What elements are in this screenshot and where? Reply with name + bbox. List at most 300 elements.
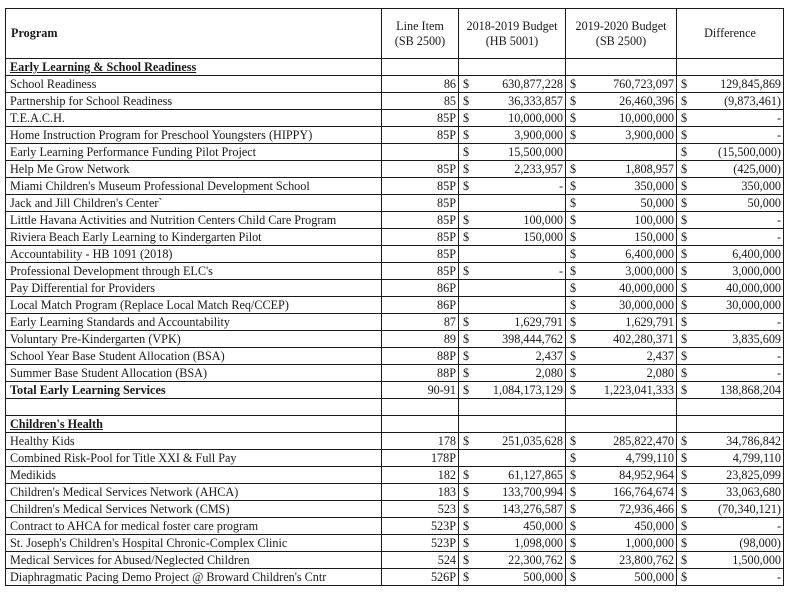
difference-content	[681, 450, 781, 466]
budget-2019-2020-content	[570, 212, 674, 228]
line-item: 524	[382, 552, 459, 569]
budget-2019-2020-value: 30,000,000	[619, 298, 674, 312]
budget-2019-2020	[566, 297, 677, 314]
dollar-sign: $	[681, 570, 688, 584]
budget-2018-2019-value: 3,900,000	[514, 128, 563, 142]
budget-2019-2020-value: 450,000	[634, 519, 674, 533]
budget-2019-2020-value: 1,629,791	[625, 315, 674, 329]
budget-2019-2020	[566, 178, 677, 195]
line-item: 182	[382, 467, 459, 484]
table-row	[6, 161, 784, 178]
dollar-sign: $	[681, 77, 688, 91]
dollar-sign: $	[570, 468, 577, 482]
line-item: 85P	[382, 178, 459, 195]
difference-content	[681, 569, 781, 585]
dollar-sign: $	[570, 230, 577, 244]
dollar-sign: $	[681, 247, 688, 261]
program-name: Partnership for School Readiness	[6, 93, 382, 110]
difference-content	[681, 501, 781, 517]
budget-2018-2019	[459, 382, 566, 399]
difference	[677, 127, 784, 144]
budget-2019-2020-value: 26,460,396	[619, 94, 674, 108]
line-item: 183	[382, 484, 459, 501]
dollar-sign: $	[463, 468, 470, 482]
budget-2019-2020	[566, 450, 677, 467]
line-item: 90-91	[382, 382, 459, 399]
budget-2018-2019-value: -	[558, 179, 563, 193]
budget-2019-2020-value: 50,000	[640, 196, 674, 210]
section-title-cell	[6, 59, 382, 76]
budget-2019-2020-value: 500,000	[634, 570, 674, 584]
table-row	[6, 212, 784, 229]
budget-2019-2020-value: 760,723,097	[613, 77, 674, 91]
budget-2019-2020-content	[570, 178, 674, 194]
difference-content	[681, 331, 781, 347]
table-row	[6, 314, 784, 331]
program-name: Early Learning Performance Funding Pilot Project	[6, 144, 382, 161]
budget-2019-2020-content	[570, 263, 674, 279]
empty-cell	[566, 399, 677, 416]
dollar-sign: $	[681, 349, 688, 363]
difference	[677, 263, 784, 280]
budget-2018-2019-content	[463, 484, 563, 500]
budget-2019-2020-content	[570, 365, 674, 381]
difference-value: -	[776, 128, 781, 142]
table-row	[6, 195, 784, 212]
budget-2019-2020-content	[570, 467, 674, 483]
budget-2018-2019-content	[463, 229, 563, 245]
budget-2018-2019-content	[463, 93, 563, 109]
budget-2019-2020-content	[570, 110, 674, 126]
difference	[677, 365, 784, 382]
dollar-sign: $	[570, 383, 577, 397]
difference	[677, 467, 784, 484]
budget-2019-2020	[566, 552, 677, 569]
section-title: Early Learning & School Readiness	[10, 60, 197, 74]
budget-2019-2020	[566, 331, 677, 348]
empty-cell	[6, 399, 382, 416]
budget-2019-2020	[566, 484, 677, 501]
budget-2019-2020-content	[570, 535, 674, 551]
budget-2018-2019	[459, 467, 566, 484]
line-item: 88P	[382, 348, 459, 365]
dollar-sign: $	[681, 315, 688, 329]
budget-2019-2020-content	[570, 297, 674, 313]
budget-2019-2020-value: 3,900,000	[625, 128, 674, 142]
empty-cell	[677, 399, 784, 416]
budget-2018-2019-value: 61,127,865	[508, 468, 563, 482]
difference	[677, 484, 784, 501]
budget-2018-2019-content	[463, 501, 563, 517]
dollar-sign: $	[570, 315, 577, 329]
program-name: Home Instruction Program for Preschool Youngsters (HIPPY)	[6, 127, 382, 144]
budget-2019-2020	[566, 229, 677, 246]
dollar-sign: $	[681, 383, 688, 397]
empty-cell	[459, 416, 566, 433]
dollar-sign: $	[463, 264, 470, 278]
difference	[677, 246, 784, 263]
difference-value: -	[776, 519, 781, 533]
budget-2019-2020-value: 150,000	[634, 230, 674, 244]
difference-content	[681, 76, 781, 92]
dollar-sign: $	[681, 162, 688, 176]
line-item: 85P	[382, 161, 459, 178]
budget-2019-2020-value: 84,952,964	[619, 468, 674, 482]
empty-cell	[459, 59, 566, 76]
budget-2019-2020	[566, 365, 677, 382]
budget-2018-2019	[459, 535, 566, 552]
line-item: 86	[382, 76, 459, 93]
budget-2018-2019-content	[463, 348, 563, 364]
dollar-sign: $	[681, 434, 688, 448]
difference	[677, 93, 784, 110]
budget-2019-2020-content	[570, 76, 674, 92]
dollar-sign: $	[463, 213, 470, 227]
budget-2018-2019-value: 10,000,000	[508, 111, 563, 125]
dollar-sign: $	[570, 94, 577, 108]
budget-2018-2019-value: 1,084,173,129	[492, 383, 563, 397]
line-item: 523P	[382, 518, 459, 535]
dollar-sign: $	[463, 145, 470, 159]
header-program: Program	[6, 9, 382, 59]
table-row	[6, 365, 784, 382]
budget-2018-2019-value: 150,000	[523, 230, 563, 244]
dollar-sign: $	[463, 179, 470, 193]
difference	[677, 518, 784, 535]
program-name: T.E.A.C.H.	[6, 110, 382, 127]
difference-value: 30,000,000	[726, 298, 781, 312]
budget-2018-2019-value: 251,035,628	[502, 434, 563, 448]
dollar-sign: $	[681, 519, 688, 533]
budget-2018-2019-value: 630,877,228	[502, 77, 563, 91]
difference	[677, 501, 784, 518]
difference-value: 40,000,000	[726, 281, 781, 295]
program-name: Pay Differential for Providers	[6, 280, 382, 297]
budget-2019-2020	[566, 76, 677, 93]
difference	[677, 229, 784, 246]
difference	[677, 382, 784, 399]
budget-2018-2019-value: 36,333,857	[508, 94, 563, 108]
difference-content	[681, 297, 781, 313]
header-row	[6, 9, 784, 59]
budget-2019-2020-content	[570, 569, 674, 585]
dollar-sign: $	[570, 77, 577, 91]
budget-2018-2019-content	[463, 365, 563, 381]
difference	[677, 450, 784, 467]
section-header-row	[6, 59, 784, 76]
difference-value: -	[776, 230, 781, 244]
budget-2019-2020	[566, 144, 677, 161]
budget-2018-2019	[459, 348, 566, 365]
budget-2019-2020	[566, 518, 677, 535]
budget-2019-2020	[566, 195, 677, 212]
dollar-sign: $	[463, 536, 470, 550]
line-item: 85P	[382, 229, 459, 246]
difference-value: 50,000	[747, 196, 781, 210]
difference-content	[681, 263, 781, 279]
table-row	[6, 569, 784, 586]
budget-2018-2019-value: 133,700,994	[502, 485, 563, 499]
table-row	[6, 535, 784, 552]
budget-2019-2020-value: 1,000,000	[625, 536, 674, 550]
dollar-sign: $	[463, 315, 470, 329]
difference-content	[681, 433, 781, 449]
budget-2018-2019-content	[463, 535, 563, 551]
budget-2018-2019-value: 2,233,957	[514, 162, 563, 176]
budget-2019-2020-content	[570, 484, 674, 500]
header-budget-2019-2020: 2019-2020 Budget (SB 2500)	[566, 9, 677, 59]
budget-2019-2020-value: 3,000,000	[625, 264, 674, 278]
budget-2019-2020	[566, 127, 677, 144]
dollar-sign: $	[681, 179, 688, 193]
budget-2018-2019-content	[463, 263, 563, 279]
program-name: Local Match Program (Replace Local Match Req/CCEP)	[6, 297, 382, 314]
dollar-sign: $	[681, 451, 688, 465]
dollar-sign: $	[681, 298, 688, 312]
difference	[677, 161, 784, 178]
dollar-sign: $	[570, 111, 577, 125]
dollar-sign: $	[570, 162, 577, 176]
dollar-sign: $	[570, 349, 577, 363]
difference	[677, 552, 784, 569]
budget-2019-2020-value: 100,000	[634, 213, 674, 227]
difference-value: -	[776, 213, 781, 227]
dollar-sign: $	[681, 553, 688, 567]
budget-2018-2019	[459, 314, 566, 331]
budget-2018-2019	[459, 144, 566, 161]
line-item: 178P	[382, 450, 459, 467]
line-item: 87	[382, 314, 459, 331]
table-row	[6, 246, 784, 263]
budget-2019-2020-value: 2,080	[646, 366, 674, 380]
line-item: 85P	[382, 195, 459, 212]
budget-2018-2019-value: 450,000	[523, 519, 563, 533]
budget-2018-2019	[459, 331, 566, 348]
budget-2019-2020-value: 1,808,957	[625, 162, 674, 176]
difference-content	[681, 212, 781, 228]
difference	[677, 110, 784, 127]
difference-content	[681, 365, 781, 381]
empty-cell	[566, 59, 677, 76]
table-row	[6, 144, 784, 161]
budget-2019-2020-content	[570, 195, 674, 211]
budget-2019-2020	[566, 93, 677, 110]
budget-2018-2019	[459, 127, 566, 144]
dollar-sign: $	[681, 230, 688, 244]
table-row	[6, 110, 784, 127]
difference	[677, 433, 784, 450]
program-name: Jack and Jill Children's Center`	[6, 195, 382, 212]
table-row	[6, 331, 784, 348]
program-name: Early Learning Standards and Accountability	[6, 314, 382, 331]
dollar-sign: $	[570, 536, 577, 550]
budget-2019-2020-value: 40,000,000	[619, 281, 674, 295]
section-title-cell	[6, 416, 382, 433]
budget-2018-2019	[459, 93, 566, 110]
dollar-sign: $	[570, 128, 577, 142]
budget-2018-2019-value: 2,080	[535, 366, 563, 380]
section-header-row	[6, 416, 784, 433]
line-item: 85P	[382, 212, 459, 229]
difference-value: 34,786,842	[726, 434, 781, 448]
budget-2018-2019-content	[463, 467, 563, 483]
dollar-sign: $	[681, 94, 688, 108]
difference-content	[681, 144, 781, 160]
line-item: 85	[382, 93, 459, 110]
budget-2019-2020	[566, 382, 677, 399]
dollar-sign: $	[681, 485, 688, 499]
difference-content	[681, 178, 781, 194]
program-name: Little Havana Activities and Nutrition Centers Child Care Program	[6, 212, 382, 229]
table-row	[6, 280, 784, 297]
budget-2019-2020	[566, 161, 677, 178]
budget-2019-2020	[566, 569, 677, 586]
budget-2019-2020-content	[570, 127, 674, 143]
budget-2019-2020-content	[570, 280, 674, 296]
budget-2019-2020	[566, 212, 677, 229]
difference	[677, 280, 784, 297]
budget-2019-2020-content	[570, 314, 674, 330]
budget-2018-2019	[459, 195, 566, 212]
table-row	[6, 552, 784, 569]
budget-2018-2019	[459, 161, 566, 178]
budget-2019-2020-value: 10,000,000	[619, 111, 674, 125]
budget-2019-2020-value: 6,400,000	[625, 247, 674, 261]
budget-2018-2019-content	[463, 331, 563, 347]
budget-2019-2020-content	[570, 246, 674, 262]
dollar-sign: $	[681, 281, 688, 295]
dollar-sign: $	[570, 502, 577, 516]
budget-2019-2020-value: 23,800,762	[619, 553, 674, 567]
difference-content	[681, 314, 781, 330]
table-row	[6, 127, 784, 144]
difference-content	[681, 382, 781, 398]
difference-value: -	[776, 111, 781, 125]
difference-content	[681, 195, 781, 211]
difference-value: (9,873,461)	[724, 94, 781, 108]
budget-2018-2019	[459, 246, 566, 263]
difference-value: 4,799,110	[732, 451, 781, 465]
program-name: Medikids	[6, 467, 382, 484]
difference	[677, 331, 784, 348]
line-item: 86P	[382, 297, 459, 314]
difference-value: (15,500,000)	[718, 145, 781, 159]
budget-2019-2020-content	[570, 518, 674, 534]
program-name: Diaphragmatic Pacing Demo Project @ Broward Children's Cntr	[6, 569, 382, 586]
budget-2018-2019-content	[463, 518, 563, 534]
difference	[677, 348, 784, 365]
table-row	[6, 450, 784, 467]
empty-cell	[677, 416, 784, 433]
dollar-sign: $	[570, 570, 577, 584]
budget-2018-2019-value: 15,500,000	[508, 145, 563, 159]
table-row	[6, 467, 784, 484]
dollar-sign: $	[463, 332, 470, 346]
budget-2018-2019	[459, 450, 566, 467]
budget-2019-2020-content	[570, 382, 674, 398]
budget-2019-2020-content	[570, 450, 674, 466]
budget-2019-2020-content	[570, 229, 674, 245]
difference-content	[681, 246, 781, 262]
budget-2018-2019-content	[463, 314, 563, 330]
dollar-sign: $	[681, 145, 688, 159]
empty-cell	[459, 399, 566, 416]
dollar-sign: $	[681, 264, 688, 278]
dollar-sign: $	[570, 332, 577, 346]
difference-content	[681, 110, 781, 126]
difference	[677, 314, 784, 331]
difference-content	[681, 229, 781, 245]
line-item: 89	[382, 331, 459, 348]
budget-2019-2020-value: 4,799,110	[625, 451, 674, 465]
line-item: 523	[382, 501, 459, 518]
line-item: 85P	[382, 127, 459, 144]
program-name: School Year Base Student Allocation (BSA)	[6, 348, 382, 365]
table-row	[6, 433, 784, 450]
budget-2019-2020-value: 2,437	[646, 349, 674, 363]
line-item: 86P	[382, 280, 459, 297]
dollar-sign: $	[570, 196, 577, 210]
total-row	[6, 382, 784, 399]
line-item: 178	[382, 433, 459, 450]
budget-2019-2020	[566, 280, 677, 297]
dollar-sign: $	[463, 502, 470, 516]
budget-2018-2019-content	[463, 161, 563, 177]
empty-cell	[382, 59, 459, 76]
budget-2019-2020-content	[570, 93, 674, 109]
budget-2018-2019-content	[463, 144, 563, 160]
dollar-sign: $	[463, 128, 470, 142]
dollar-sign: $	[681, 468, 688, 482]
program-name: School Readiness	[6, 76, 382, 93]
difference-value: 129,845,869	[720, 77, 781, 91]
budget-2019-2020-value: 166,764,674	[613, 485, 674, 499]
table-body	[6, 59, 784, 586]
difference-content	[681, 280, 781, 296]
table-row	[6, 297, 784, 314]
dollar-sign: $	[570, 434, 577, 448]
budget-2018-2019	[459, 229, 566, 246]
budget-2018-2019-content	[463, 110, 563, 126]
dollar-sign: $	[570, 281, 577, 295]
budget-2019-2020-content	[570, 331, 674, 347]
budget-2019-2020	[566, 535, 677, 552]
budget-2018-2019	[459, 212, 566, 229]
line-item	[382, 144, 459, 161]
dollar-sign: $	[570, 485, 577, 499]
budget-2019-2020-value: 402,280,371	[613, 332, 674, 346]
program-name: Children's Medical Services Network (AHCA)	[6, 484, 382, 501]
budget-2018-2019-value: -	[558, 264, 563, 278]
budget-2018-2019	[459, 484, 566, 501]
budget-2019-2020-content	[570, 348, 674, 364]
budget-2019-2020-value: 285,822,470	[613, 434, 674, 448]
budget-2019-2020	[566, 314, 677, 331]
budget-2018-2019-content	[463, 569, 563, 585]
difference-content	[681, 484, 781, 500]
difference-value: 33,063,680	[726, 485, 781, 499]
dollar-sign: $	[463, 349, 470, 363]
budget-2018-2019	[459, 569, 566, 586]
difference	[677, 535, 784, 552]
budget-2018-2019-content	[463, 212, 563, 228]
difference-value: 6,400,000	[732, 247, 781, 261]
budget-2018-2019-value: 500,000	[523, 570, 563, 584]
dollar-sign: $	[570, 553, 577, 567]
program-name: Total Early Learning Services	[6, 382, 382, 399]
program-name: Medical Services for Abused/Neglected Children	[6, 552, 382, 569]
line-item: 523P	[382, 535, 459, 552]
